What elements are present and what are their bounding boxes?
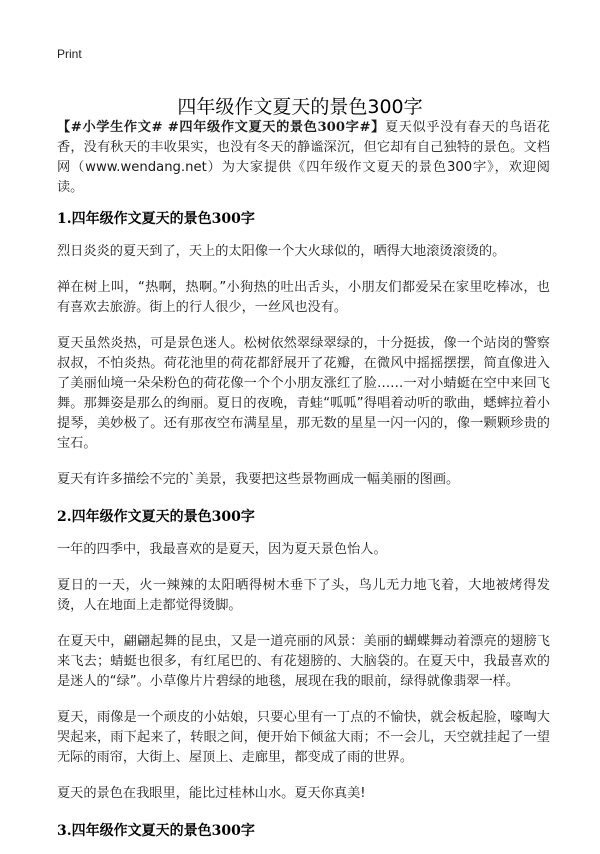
section-heading-2: 2.四年级作文夏天的景色300字 xyxy=(57,509,255,525)
paragraph: 禅在树上叫，“热啊，热啊。”小狗热的吐出舌头，小朋友们都爱呆在家里吃棒冰，也有喜欢去旅游。街上的行人很少，一丝风也没有。 xyxy=(57,280,550,315)
paragraph: 一年的四季中，我最喜欢的是夏天，因为夏天景色怡人。 xyxy=(57,542,387,557)
page-title: 四年级作文夏天的景色300字 xyxy=(177,95,423,118)
section-heading-1: 1.四年级作文夏天的景色300字 xyxy=(57,211,255,227)
intro-tag: 【#小学生作文# #四年级作文夏天的景色300字#】 xyxy=(57,120,385,135)
paragraph: 夏天，雨像是一个顽皮的小姑娘，只要心里有一丁点的不愉快，就会板起脸，嚎啕大哭起来，雨下起来了，转眼之间，便开始下倾盆大雨；不一会儿，天空就挂起了一望无际的雨帘，大街上、屋顶上、走廊里，都变成了雨的世界。 xyxy=(57,710,550,765)
article-body xyxy=(57,118,550,854)
print-label[interactable]: Print xyxy=(57,47,82,61)
paragraph: 夏天的景色在我眼里，能比过桂林山水。夏天你真美! xyxy=(57,786,366,801)
section-heading-3: 3.四年级作文夏天的景色300字 xyxy=(57,823,255,839)
intro-text: 夏天似乎没有春天的鸟语花香，没有秋天的丰收果实，也没有冬天的静谧深沉，但它却有自己独特的景色。文档网（www.wendang.net）为大家提供《四年级作文夏天的景色300字》，欢迎阅读。 xyxy=(57,120,550,195)
paragraph: 夏天虽然炎热，可是景色迷人。松树依然翠绿翠绿的，十分挺拔，像一个站岗的警察叔叔，不怕炎热。荷花池里的荷花都舒展开了花瓣，在微风中摇摇摆摆，简直像进入了美丽仙境一朵朵粉色的荷花像一个个小朋友涨红了脸……一对小蜻蜓在空中来回飞舞。那舞姿是那么的绚丽。夏日的夜晚，青蛙“呱呱”得唱着动听的歌曲，蟋蟀拉着小提琴，美妙极了。还有那夜空布满星星，那无数的星星一闪一闪的，像一颗颗珍贵的宝石。 xyxy=(57,336,550,451)
paragraph: 在夏天中，翩翩起舞的昆虫，又是一道亮丽的风景：美丽的蝴蝶舞动着漂亮的翅膀飞来飞去；蜻蜓也很多，有红尾巴的、有花翅膀的、大脑袋的。在夏天中，我最喜欢的是迷人的“绿”。小草像片片碧绿的地毯，展现在我的眼前，绿得就像翡翠一样。 xyxy=(57,634,550,689)
paragraph: 夏日的一天，火一辣辣的太阳晒得树木垂下了头，鸟儿无力地飞着，大地被烤得发烫，人在地面上走都觉得烫脚。 xyxy=(57,578,550,613)
paragraph: 夏天有许多描绘不完的`美景，我要把这些景物画成一幅美丽的图画。 xyxy=(57,472,460,487)
paragraph: 烈日炎炎的夏天到了，天上的太阳像一个大火球似的，晒得大地滚烫滚烫的。 xyxy=(57,244,506,259)
intro-paragraph xyxy=(57,118,550,198)
